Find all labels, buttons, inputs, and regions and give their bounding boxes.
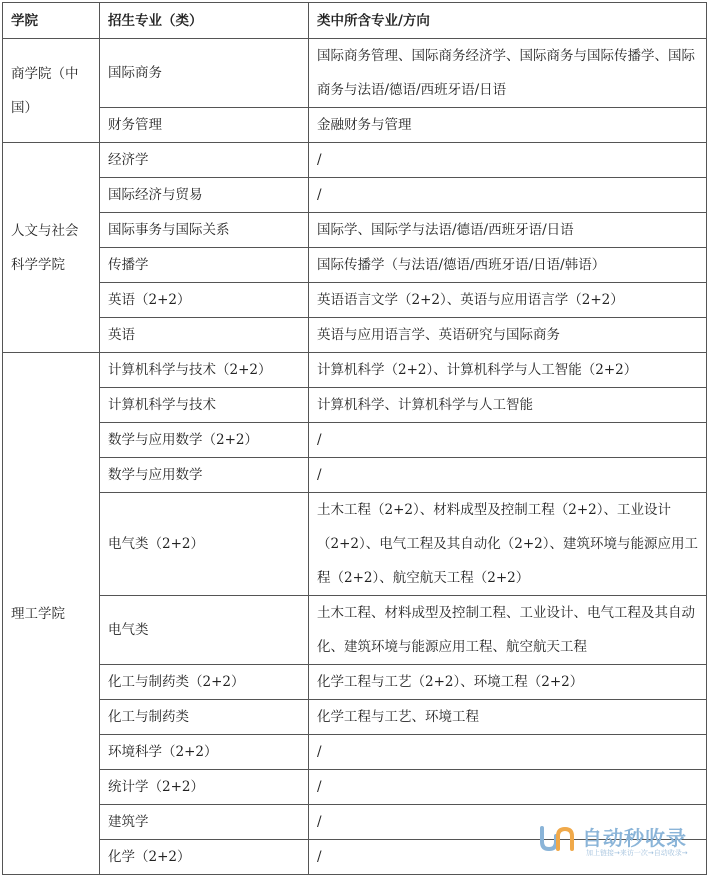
directions-cell: 国际商务管理、国际商务经济学、国际商务与国际传播学、国际商务与法语/德语/西班牙语/日语 [309,39,707,108]
school-business: 商学院（中国） [3,39,100,143]
table-row [3,458,707,493]
directions-cell: 国际学、国际学与法语/德语/西班牙语/日语 [309,213,707,248]
major-cell: 计算机科学与技术（2+2） [100,353,309,388]
directions-cell: 化学工程与工艺（2+2）、环境工程（2+2） [309,665,707,700]
major-cell: 财务管理 [100,108,309,143]
major-cell: 数学与应用数学 [100,458,309,493]
table-row [3,596,707,665]
major-cell: 国际经济与贸易 [100,178,309,213]
header-directions: 类中所含专业/方向 [309,3,707,39]
directions-cell: / [309,805,707,840]
school-science: 理工学院 [3,353,100,875]
directions-cell: 土木工程、材料成型及控制工程、工业设计、电气工程及其自动化、建筑环境与能源应用工程、航空航天工程 [309,596,707,665]
directions-cell: / [309,458,707,493]
directions-cell: / [309,770,707,805]
table-row [3,213,707,248]
watermark-subtitle: 加上链接→来访一次→自动收录→ [586,849,688,857]
directions-cell: 化学工程与工艺、环境工程 [309,700,707,735]
table-row [3,248,707,283]
directions-cell: / [309,735,707,770]
major-cell: 经济学 [100,143,309,178]
table-row [3,388,707,423]
table-row [3,700,707,735]
directions-cell: 国际传播学（与法语/德语/西班牙语/日语/韩语） [309,248,707,283]
directions-cell: 计算机科学（2+2）、计算机科学与人工智能（2+2） [309,353,707,388]
watermark [536,822,696,858]
major-cell: 统计学（2+2） [100,770,309,805]
watermark-logo-icon [536,824,578,852]
directions-cell: / [309,840,707,875]
table-header-row [3,3,707,39]
directions-cell: / [309,178,707,213]
majors-table [2,2,707,875]
major-cell: 数学与应用数学（2+2） [100,423,309,458]
table-row [3,143,707,178]
table-row [3,178,707,213]
directions-cell: 计算机科学、计算机科学与人工智能 [309,388,707,423]
major-cell: 传播学 [100,248,309,283]
table-row [3,283,707,318]
major-cell: 化工与制药类 [100,700,309,735]
table-row [3,665,707,700]
header-school: 学院 [3,3,100,39]
table-row [3,353,707,388]
major-cell: 化工与制药类（2+2） [100,665,309,700]
major-cell: 建筑学 [100,805,309,840]
table-row [3,318,707,353]
major-cell: 电气类 [100,596,309,665]
directions-cell: / [309,423,707,458]
table-row [3,735,707,770]
table-row [3,770,707,805]
table-row [3,39,707,108]
directions-cell: 土木工程（2+2）、材料成型及控制工程（2+2）、工业设计（2+2）、电气工程及其自动化（2+2）、建筑环境与能源应用工程（2+2）、航空航天工程（2+2） [309,493,707,596]
watermark-title: 自动秒收录 [582,826,687,850]
major-cell: 英语（2+2） [100,283,309,318]
header-major: 招生专业（类） [100,3,309,39]
major-cell: 计算机科学与技术 [100,388,309,423]
major-cell: 化学（2+2） [100,840,309,875]
major-cell: 环境科学（2+2） [100,735,309,770]
directions-cell: / [309,143,707,178]
table-row [3,423,707,458]
major-cell: 国际事务与国际关系 [100,213,309,248]
major-cell: 电气类（2+2） [100,493,309,596]
table-row [3,108,707,143]
directions-cell: 英语与应用语言学、英语研究与国际商务 [309,318,707,353]
table-row [3,493,707,596]
directions-cell: 英语语言文学（2+2）、英语与应用语言学（2+2） [309,283,707,318]
school-humanities: 人文与社会科学学院 [3,143,100,353]
major-cell: 国际商务 [100,39,309,108]
major-cell: 英语 [100,318,309,353]
directions-cell: 金融财务与管理 [309,108,707,143]
